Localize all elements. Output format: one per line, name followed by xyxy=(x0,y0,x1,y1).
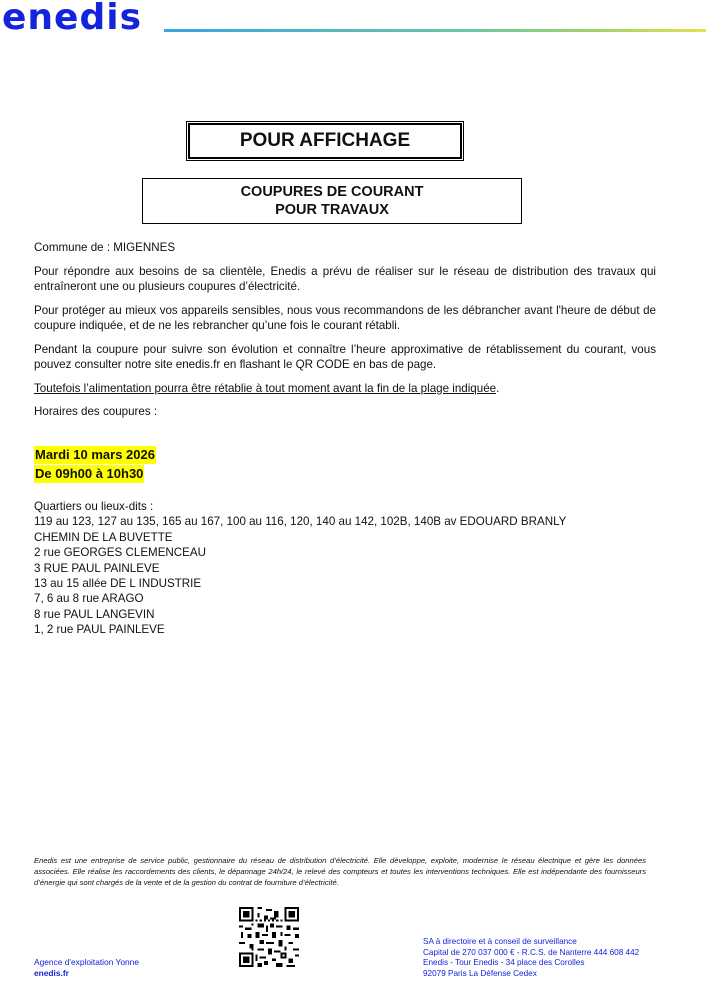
place-item: 3 RUE PAUL PAINLEVE xyxy=(34,561,160,575)
place-item: 8 rue PAUL LANGEVIN xyxy=(34,607,155,621)
schedule-label: Horaires des coupures : xyxy=(34,405,158,418)
paragraph-2: Pour protéger au mieux vos appareils sensibles, nous vous recommandons de les débrancher avant l'heure de début de coupure indiquée, et de ne les rebrancher qu’une fois le courant rétabli. xyxy=(34,303,656,332)
commune-line: Commune de : MIGENNES xyxy=(34,241,176,254)
qr-code-icon[interactable] xyxy=(239,907,299,967)
notice-subtitle-line1: COUPURES DE COURANT xyxy=(240,184,424,200)
header-gradient-line xyxy=(164,29,706,32)
paragraph-1: Pour répondre aux besoins de sa clientèle, Enedis a prévu de réaliser sur le réseau de distribution des travaux qui entraîneront une ou plusieurs coupures d’électricité. xyxy=(34,264,656,293)
schedule-date: Mardi 10 mars 2026 xyxy=(35,447,155,462)
notice-body xyxy=(34,240,656,428)
agence-name: Agence d'exploitation Yonne xyxy=(34,957,139,967)
company-line: Enedis - Tour Enedis - 34 place des Corolles xyxy=(423,958,585,967)
notice-subtitle-line2: POUR TRAVAUX xyxy=(275,202,389,218)
company-line: 92079 Paris La Défense Cedex xyxy=(423,968,537,978)
paragraph-4-end: . xyxy=(496,381,500,395)
notice-subtitle-box xyxy=(142,178,522,224)
place-item: 13 au 15 allée DE L INDUSTRIE xyxy=(34,577,202,591)
company-line: Capital de 270 037 000 € - R.C.S. de Nanterre 444 608 442 xyxy=(423,947,640,957)
place-item: CHEMIN DE LA BUVETTE xyxy=(34,530,173,544)
places-label: Quartiers ou lieux-dits : xyxy=(34,500,154,513)
schedule-time: De 09h00 à 10h30 xyxy=(35,466,144,481)
footer-description: Enedis est une entreprise de service public, gestionnaire du réseau de distribution d’électricité. Elle développe, exploite, modernise le réseau électrique et gère les données associées. Elle réalise les raccordements des clients, le dépannage 24h/24, le relevé des compteurs et toutes les interventions techniques. Elle est indépendante des fournisseurs d’énergie qui sont chargés de la vente et de la gestion du contrat de fourniture d’électricité. xyxy=(34,856,646,887)
company-info xyxy=(423,937,639,979)
agence-block xyxy=(34,957,139,979)
company-line: SA à directoire et à conseil de surveillance xyxy=(423,937,577,946)
place-item: 2 rue GEORGES CLEMENCEAU xyxy=(34,546,207,560)
paragraph-3: Pendant la coupure pour suivre son évolution et connaître l’heure approximative de rétablissement du courant, vous pouvez consulter notre site enedis.fr en flashant le QR CODE en bas de page. xyxy=(34,342,656,371)
place-item: 1, 2 rue PAUL PAINLEVE xyxy=(34,623,165,637)
enedis-logo: enedis xyxy=(2,0,142,38)
paragraph-4-underlined: Toutefois l’alimentation pourra être rétablie à tout moment avant la fin de la plage indiquée xyxy=(34,381,497,395)
paragraph-4 xyxy=(34,381,656,397)
place-item: 7, 6 au 8 rue ARAGO xyxy=(34,592,144,606)
places-list xyxy=(34,499,674,638)
notice-title-box xyxy=(186,121,464,161)
website-link[interactable]: enedis.fr xyxy=(34,968,69,978)
notice-title: POUR AFFICHAGE xyxy=(239,130,411,151)
place-item: 119 au 123, 127 au 135, 165 au 167, 100 au 116, 120, 140 au 142, 102B, 140B av EDOUARD BRANLY xyxy=(34,515,567,529)
